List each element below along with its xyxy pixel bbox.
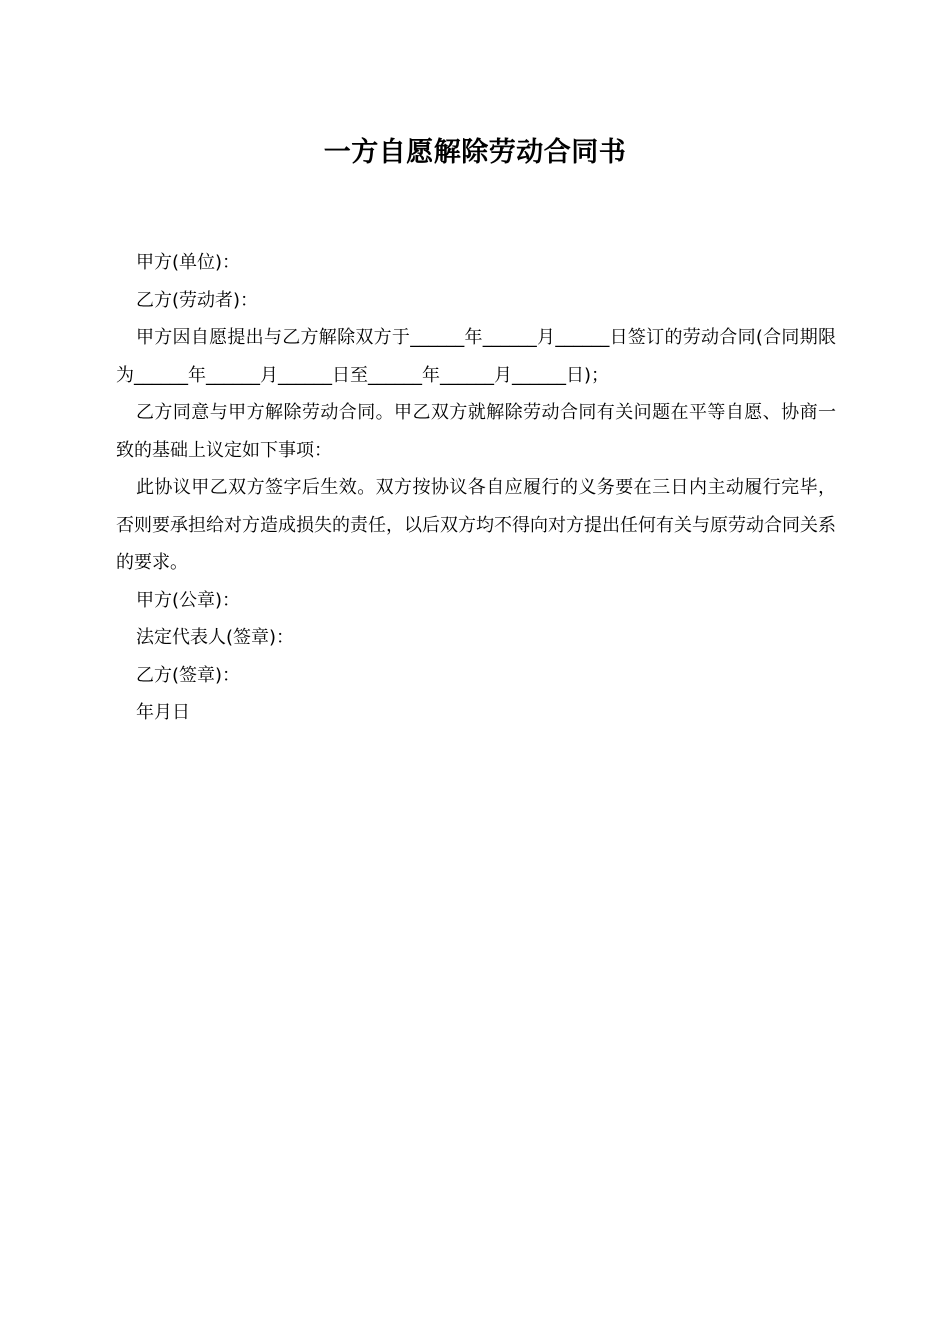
party-a-unit-line: 甲方(单位)： (136, 252, 241, 273)
party-a-seal-line: 甲方(公章)： (136, 589, 241, 611)
contract-date-paragraph: 甲方因自愿提出与乙方解除双方于______年______月______日签订的劳动合同(合同期限为______年______月______日至______年______月______日)； (116, 327, 836, 386)
effect-paragraph: 此协议甲乙双方签字后生效。双方按协议各自应履行的义务要在三日内主动履行完毕，否则要承担给对方造成损失的责任，以后双方均不得向对方提出任何有关与原劳动合同关系的要求。 (116, 477, 836, 573)
party-b-signature-line: 乙方(签章)： (136, 664, 241, 686)
legal-representative-line: 法定代表人(签章)： (136, 627, 295, 648)
document-body (116, 244, 836, 732)
party-b-worker-line: 乙方(劳动者)： (136, 289, 259, 311)
agreement-paragraph: 乙方同意与甲方解除劳动合同。甲乙双方就解除劳动合同有关问题在平等自愿、协商一致的基础上议定如下事项： (116, 402, 836, 461)
document-title: 一方自愿解除劳动合同书 (323, 137, 627, 168)
date-line: 年月日 (136, 702, 190, 723)
